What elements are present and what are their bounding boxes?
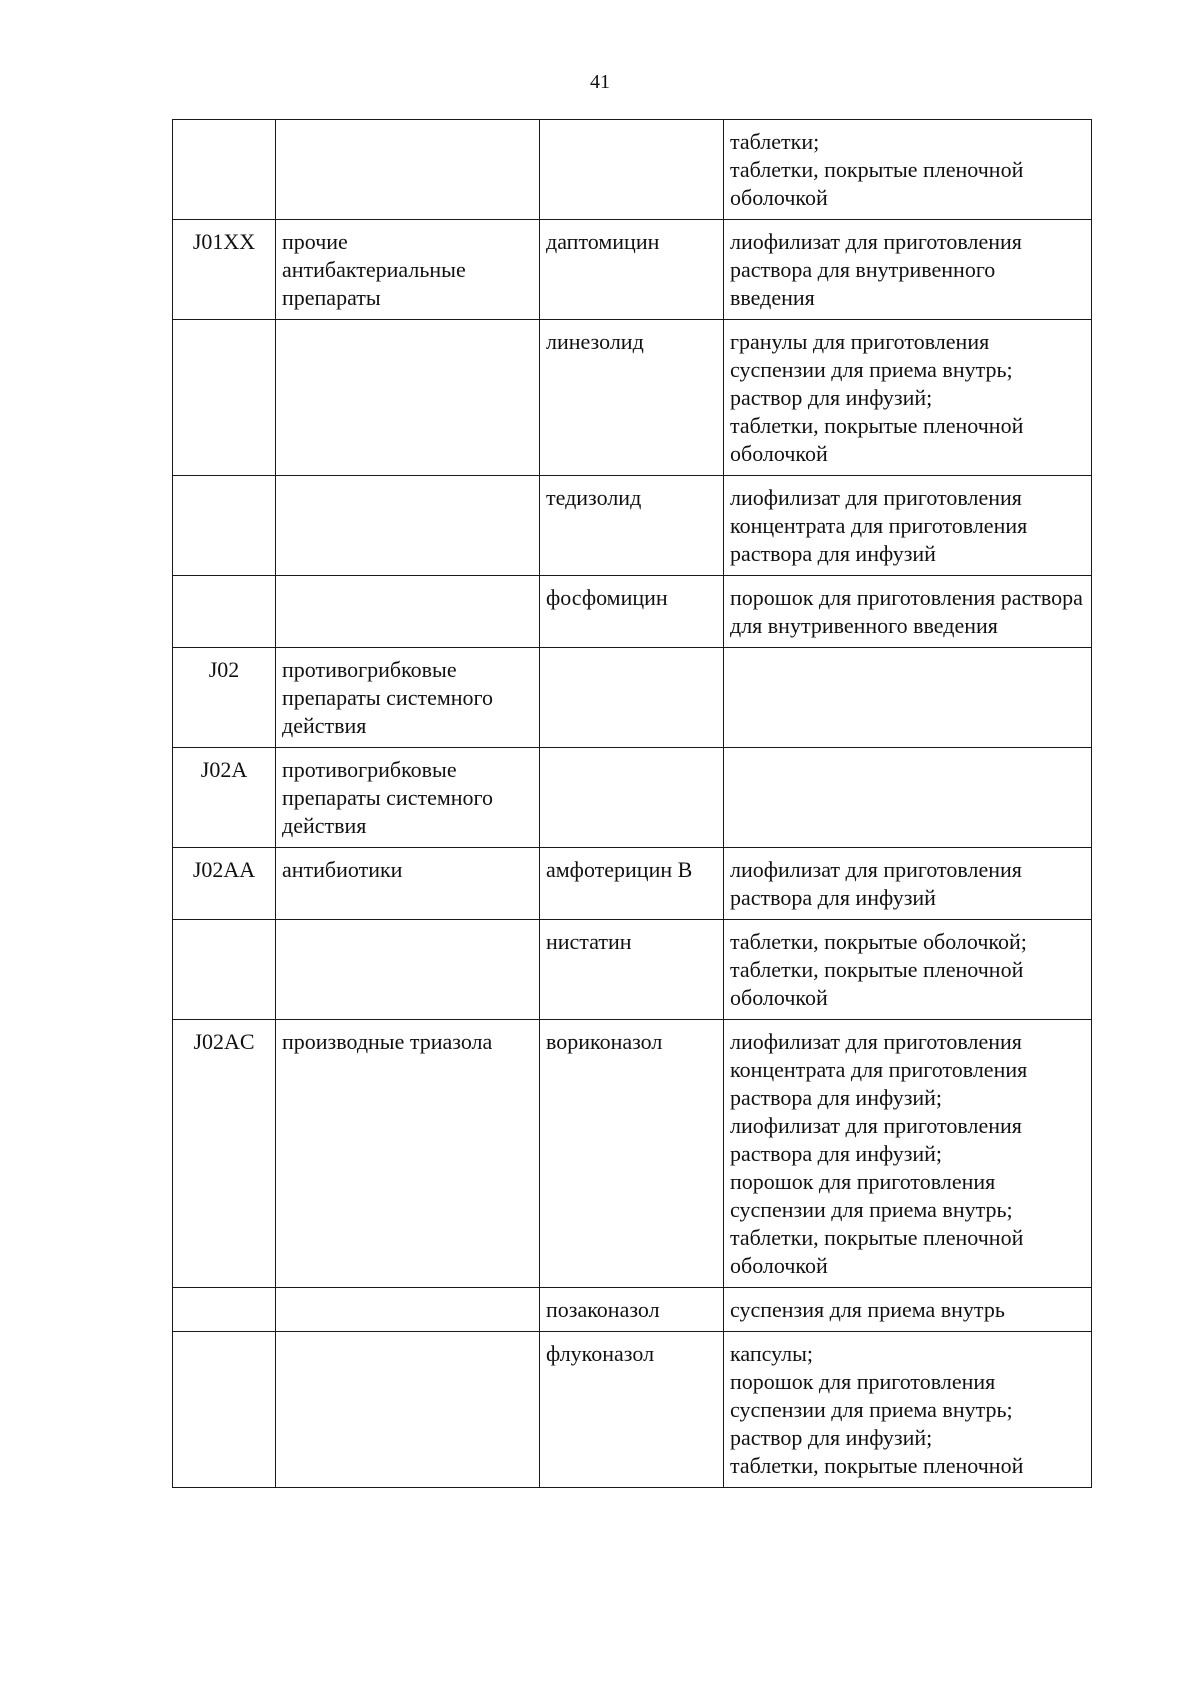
atc-code-cell bbox=[173, 576, 276, 648]
dosage-form-line: гранулы для приготовления суспензии для приема внутрь; bbox=[730, 329, 1013, 382]
dosage-form-line: таблетки, покрытые пленочной оболочкой bbox=[730, 413, 1024, 466]
table-row bbox=[173, 1288, 1092, 1332]
drug-name-cell: даптомицин bbox=[540, 220, 724, 320]
dosage-forms-cell bbox=[724, 476, 1092, 576]
pharmacological-group-cell: производные триазола bbox=[276, 1020, 540, 1288]
drug-name-cell: амфотерицин B bbox=[540, 848, 724, 920]
page-number: 41 bbox=[590, 71, 610, 93]
table-row bbox=[173, 476, 1092, 576]
dosage-form-line: таблетки, покрытые оболочкой; bbox=[730, 929, 1027, 954]
drug-name-cell bbox=[540, 120, 724, 220]
table-row bbox=[173, 576, 1092, 648]
atc-code-cell: J02AA bbox=[173, 848, 276, 920]
dosage-forms-cell bbox=[724, 1020, 1092, 1288]
pharmacological-group-cell bbox=[276, 320, 540, 476]
table-row bbox=[173, 920, 1092, 1020]
atc-code-cell bbox=[173, 1288, 276, 1332]
table-row bbox=[173, 848, 1092, 920]
dosage-forms-cell bbox=[724, 120, 1092, 220]
dosage-form-line: таблетки, покрытые пленочной bbox=[730, 1453, 1024, 1478]
pharmacological-group-cell bbox=[276, 920, 540, 1020]
drug-name-cell: вориконазол bbox=[540, 1020, 724, 1288]
table-row bbox=[173, 1332, 1092, 1488]
atc-code-cell bbox=[173, 920, 276, 1020]
dosage-form-line: лиофилизат для приготовления раствора для инфузий bbox=[730, 857, 1022, 910]
table-row bbox=[173, 120, 1092, 220]
atc-code-cell: J01XX bbox=[173, 220, 276, 320]
dosage-form-line: капсулы; bbox=[730, 1341, 813, 1366]
table-row bbox=[173, 648, 1092, 748]
drug-name-cell: фосфомицин bbox=[540, 576, 724, 648]
dosage-form-line: раствор для инфузий; bbox=[730, 385, 933, 410]
dosage-form-line: таблетки, покрытые пленочной оболочкой bbox=[730, 1225, 1024, 1278]
dosage-form-line: суспензия для приема внутрь bbox=[730, 1297, 1005, 1322]
dosage-forms-cell bbox=[724, 1288, 1092, 1332]
table-row bbox=[173, 320, 1092, 476]
dosage-form-line: лиофилизат для приготовления раствора для инфузий; bbox=[730, 1113, 1022, 1166]
pharmacological-group-cell: противогрибковые препараты системного действия bbox=[276, 648, 540, 748]
dosage-forms-cell bbox=[724, 220, 1092, 320]
pharmacological-group-cell: прочие антибактериальные препараты bbox=[276, 220, 540, 320]
dosage-forms-cell bbox=[724, 648, 1092, 748]
atc-code-cell: J02 bbox=[173, 648, 276, 748]
dosage-form-line: таблетки, покрытые пленочной оболочкой bbox=[730, 157, 1024, 210]
table-body bbox=[173, 120, 1092, 1488]
dosage-forms-cell bbox=[724, 748, 1092, 848]
dosage-form-line: лиофилизат для приготовления концентрата для приготовления раствора для инфузий; bbox=[730, 1029, 1028, 1110]
pharmacological-group-cell bbox=[276, 1332, 540, 1488]
table-row bbox=[173, 1020, 1092, 1288]
drug-table bbox=[172, 119, 1092, 1488]
atc-code-cell bbox=[173, 320, 276, 476]
drug-name-cell: линезолид bbox=[540, 320, 724, 476]
dosage-form-line: раствор для инфузий; bbox=[730, 1425, 933, 1450]
dosage-forms-cell bbox=[724, 576, 1092, 648]
pharmacological-group-cell bbox=[276, 476, 540, 576]
dosage-form-line: порошок для приготовления суспензии для приема внутрь; bbox=[730, 1369, 1013, 1422]
dosage-form-line: порошок для приготовления раствора для внутривенного введения bbox=[730, 585, 1083, 638]
pharmacological-group-cell: антибиотики bbox=[276, 848, 540, 920]
atc-code-cell bbox=[173, 1332, 276, 1488]
atc-code-cell bbox=[173, 476, 276, 576]
drug-name-cell bbox=[540, 748, 724, 848]
atc-code-cell bbox=[173, 120, 276, 220]
dosage-forms-cell bbox=[724, 920, 1092, 1020]
dosage-forms-cell bbox=[724, 1332, 1092, 1488]
drug-name-cell: тедизолид bbox=[540, 476, 724, 576]
drug-name-cell: флуконазол bbox=[540, 1332, 724, 1488]
dosage-form-line: порошок для приготовления суспензии для приема внутрь; bbox=[730, 1169, 1013, 1222]
drug-name-cell: нистатин bbox=[540, 920, 724, 1020]
drug-name-cell bbox=[540, 648, 724, 748]
pharmacological-group-cell: противогрибковые препараты системного действия bbox=[276, 748, 540, 848]
dosage-forms-cell bbox=[724, 848, 1092, 920]
atc-code-cell: J02A bbox=[173, 748, 276, 848]
table-row bbox=[173, 220, 1092, 320]
dosage-form-line: таблетки; bbox=[730, 129, 820, 154]
pharmacological-group-cell bbox=[276, 1288, 540, 1332]
pharmacological-group-cell bbox=[276, 576, 540, 648]
dosage-forms-cell bbox=[724, 320, 1092, 476]
table-row bbox=[173, 748, 1092, 848]
dosage-form-line: таблетки, покрытые пленочной оболочкой bbox=[730, 957, 1024, 1010]
pharmacological-group-cell bbox=[276, 120, 540, 220]
dosage-form-line: лиофилизат для приготовления концентрата для приготовления раствора для инфузий bbox=[730, 485, 1028, 566]
drug-name-cell: позаконазол bbox=[540, 1288, 724, 1332]
atc-code-cell: J02AC bbox=[173, 1020, 276, 1288]
dosage-form-line: лиофилизат для приготовления раствора для внутривенного введения bbox=[730, 229, 1022, 310]
